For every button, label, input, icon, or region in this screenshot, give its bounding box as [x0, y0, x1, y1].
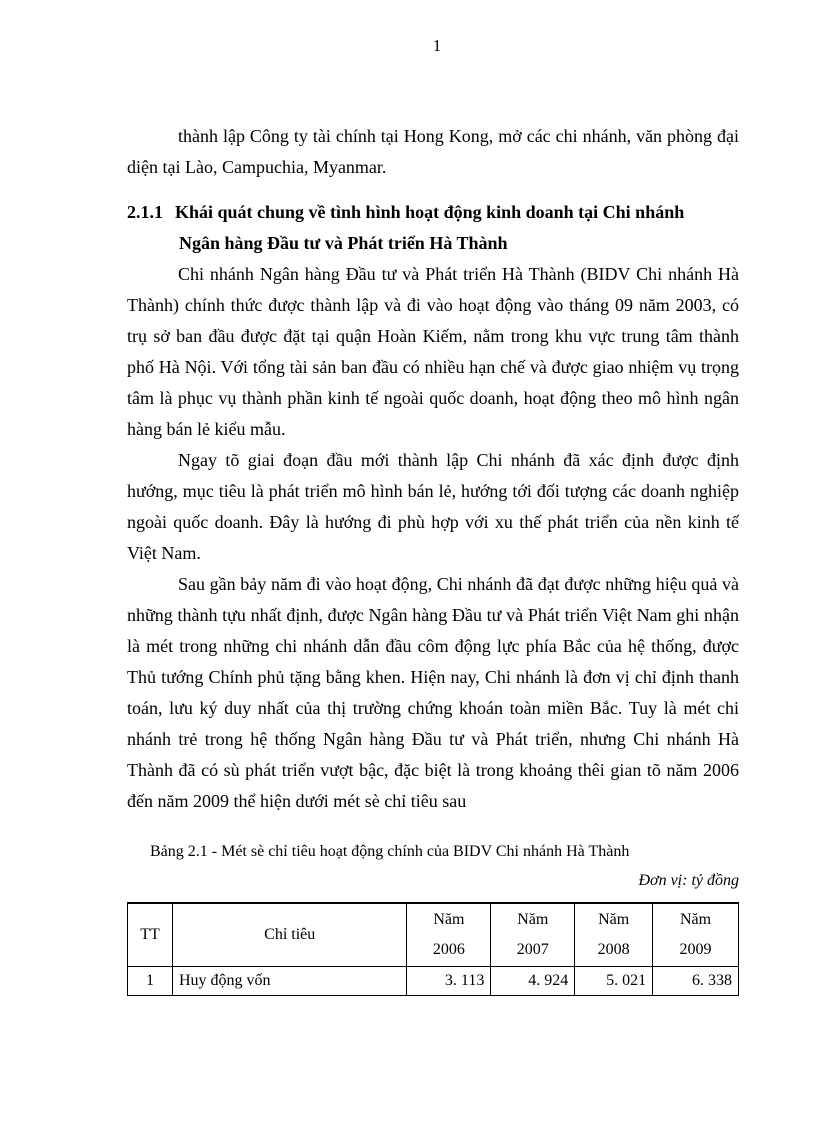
cell-value-2008: 5. 021: [575, 967, 653, 996]
section-number: 2.1.1: [127, 202, 163, 222]
header-tt: TT: [128, 903, 173, 967]
paragraph-orientation: Ngay tõ giai đoạn đầu mới thành lập Chi nhánh đã xác định được định hướng, mục tiêu là phát triển mô hình bán lẻ, hướng tới đối tượng các doanh nghiệp ngoài quốc doanh. Đây là hướng đi phù hợp với xu thế phát triển của nền kinh tế Việt Nam.: [127, 450, 739, 563]
header-year-2008: Năm 2008: [575, 903, 653, 967]
cell-value-2006: 3. 113: [407, 967, 491, 996]
header-year-2009: Năm 2009: [653, 903, 739, 967]
table-unit: Đơn vị: tỷ đồng: [638, 872, 739, 889]
section-title: [175, 197, 745, 259]
cell-indicator: Huy động vốn: [172, 967, 407, 996]
paragraph-intro-continued: [127, 121, 739, 183]
section-title-line-1: Khái quát chung về tình hình hoạt động kinh doanh tại Chi nhánh: [175, 202, 685, 222]
table-caption: Bảng 2.1 - Mét sè chỉ tiêu hoạt động chính của BIDV Chi nhánh Hà Thành: [150, 843, 630, 860]
header-year-2006: Năm 2006: [407, 903, 491, 967]
paragraph-text: thành lập Công ty tài chính tại Hong Kong, mở các chi nhánh, văn phòng đại diện tại Lào, Campuchia, Myanmar.: [127, 126, 739, 177]
cell-tt: 1: [128, 967, 173, 996]
header-year-2007: Năm 2007: [491, 903, 575, 967]
table-row: [128, 967, 739, 996]
page-number: 1: [432, 36, 442, 55]
indicators-table: [127, 902, 739, 996]
cell-value-2007: 4. 924: [491, 967, 575, 996]
table-header-row: [128, 903, 739, 967]
section-title-line-2: Ngân hàng Đầu tư và Phát triển Hà Thành: [179, 233, 508, 253]
header-indicator: Chỉ tiêu: [172, 903, 407, 967]
cell-value-2009: 6. 338: [653, 967, 739, 996]
paragraph-history: Chi nhánh Ngân hàng Đầu tư và Phát triển Hà Thành (BIDV Chi nhánh Hà Thành) chính thức được thành lập và đi vào hoạt động vào tháng 09 năm 2003, có trụ sở ban đầu được đặt tại quận Hoàn Kiếm, nằm trong khu vực trung tâm thành phố Hà Nội. Với tổng tài sản ban đầu có nhiều hạn chế và được giao nhiệm vụ trọng tâm là phục vụ thành phần kinh tế ngoài quốc doanh, hoạt động theo mô hình ngân hàng bán lẻ kiểu mẫu.: [127, 264, 739, 439]
body-text: [127, 259, 739, 817]
paragraph-achievements: Sau gần bảy năm đi vào hoạt động, Chi nhánh đã đạt được những hiệu quả và những thành tựu nhất định, được Ngân hàng Đầu tư và Phát triển Việt Nam ghi nhận là mét trong những chi nhánh dẫn đầu côm động lực phía Bắc của hệ thống, được Thủ tướng Chính phủ tặng bằng khen. Hiện nay, Chi nhánh là đơn vị chỉ định thanh toán, lưu ký duy nhất của thị trường chứng khoán toàn miền Bắc. Tuy là mét chi nhánh trẻ trong hệ thống Ngân hàng Đầu tư và Phát triển, nhưng Chi nhánh Hà Thành đã có sù phát triển vượt bậc, đặc biệt là trong khoảng thêi gian tõ năm 2006 đến năm 2009 thể hiện dưới mét sè chỉ tiêu sau: [127, 574, 739, 811]
